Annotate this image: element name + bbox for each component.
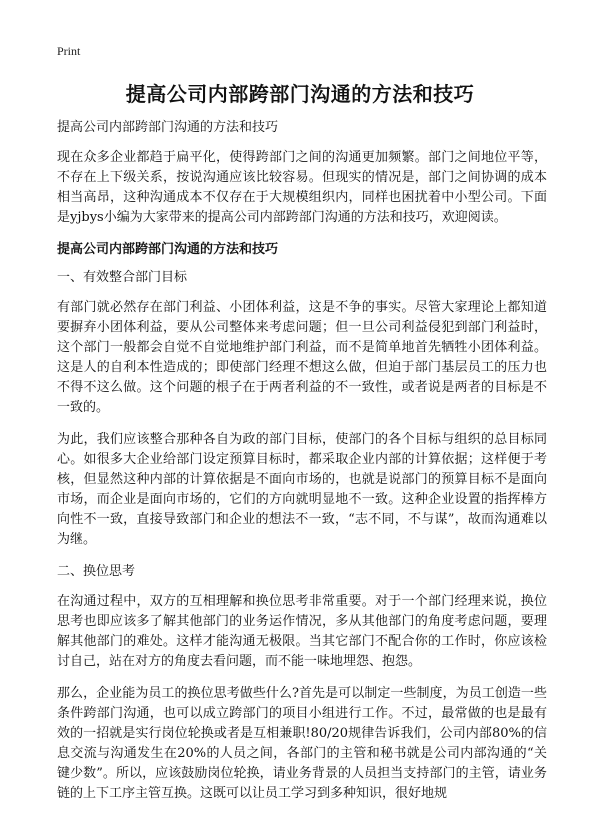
intro-paragraph: 现在众多企业都趋于扁平化，使得跨部门之间的沟通更加频繁。部门之间地位平等，不存在上下级关系，按说沟通应该比较容易。但现实的情况是，部门之间协调的成本相当高昂，这种沟通成本不仅存在于大规模组织内，同样也困扰着中小型公司。下面是yjbys小编为大家带来的提高公司内部跨部门沟通的方法和技巧，欢迎阅读。 bbox=[57, 150, 547, 225]
paragraph: 为此，我们应该整合那种各自为政的部门目标，使部门的各个目标与组织的总目标同心。如很多大企业给部门设定预算目标时，都采取企业内部的计算依据；这样便于考核，但显然这种内部的计算依据是不面向市场的，也就是说部门的预算目标不是面向市场，而企业是面向市场的，它们的方向就明显地不一致。这种企业设置的指挥棒方向性不一致，直接导致部门和企业的想法不一致，“志不同，不与谋”，故而沟通难以为继。 bbox=[57, 432, 547, 547]
paragraph: 有部门就必然存在部门利益、小团体利益，这是不争的事实。尽管大家理论上都知道要摒弃小团体利益，要从公司整体来考虑问题；但一旦公司利益侵犯到部门利益时，这个部门一般都会自觉不自觉地维护部门利益，而不是简单地首先牺牲小团体利益。这是人的自利本性造成的；即使部门经理不想这么做，但迫于部门基层员工的压力也不得不这么做。这个问题的根子在于两者利益的不一致性，或者说是两者的目标是不一致的。 bbox=[57, 300, 547, 415]
document-body bbox=[57, 118, 547, 816]
section-heading-2: 二、换位思考 bbox=[57, 564, 136, 579]
section-heading-1: 一、有效整合部门目标 bbox=[57, 270, 188, 285]
print-link[interactable]: Print bbox=[57, 44, 81, 58]
document-title: 提高公司内部跨部门沟通的方法和技巧 bbox=[125, 82, 475, 106]
section-title: 提高公司内部跨部门沟通的方法和技巧 bbox=[57, 242, 279, 257]
document-subtitle: 提高公司内部跨部门沟通的方法和技巧 bbox=[57, 120, 279, 135]
paragraph: 在沟通过程中，双方的互相理解和换位思考非常重要。对于一个部门经理来说，换位思考也即应该多了解其他部门的业务运作情况，多从其他部门的角度考虑问题，要理解其他部门的难处。这样才能沟通无极限。当其它部门不配合你的工作时，你应该检讨自己，站在对方的角度去看问题，而不能一味地埋怨、抱怨。 bbox=[57, 594, 547, 669]
paragraph: 那么，企业能为员工的换位思考做些什么?首先是可以制定一些制度，为员工创造一些条件跨部门沟通，也可以成立跨部门的项目小组进行工作。不过，最常做的也是最有效的一招就是实行岗位轮换或者是互相兼职!80/20规律告诉我们，公司内部80%的信息交流与沟通发生在20%的人员之间，各部门的主管和秘书就是公司内部沟通的“关键少数”。所以，应该鼓励岗位轮换，请业务背景的人员担当支持部门的主管，请业务链的上下工序主管互换。这既可以让员工学习到多种知识，很好地规 bbox=[57, 686, 547, 801]
